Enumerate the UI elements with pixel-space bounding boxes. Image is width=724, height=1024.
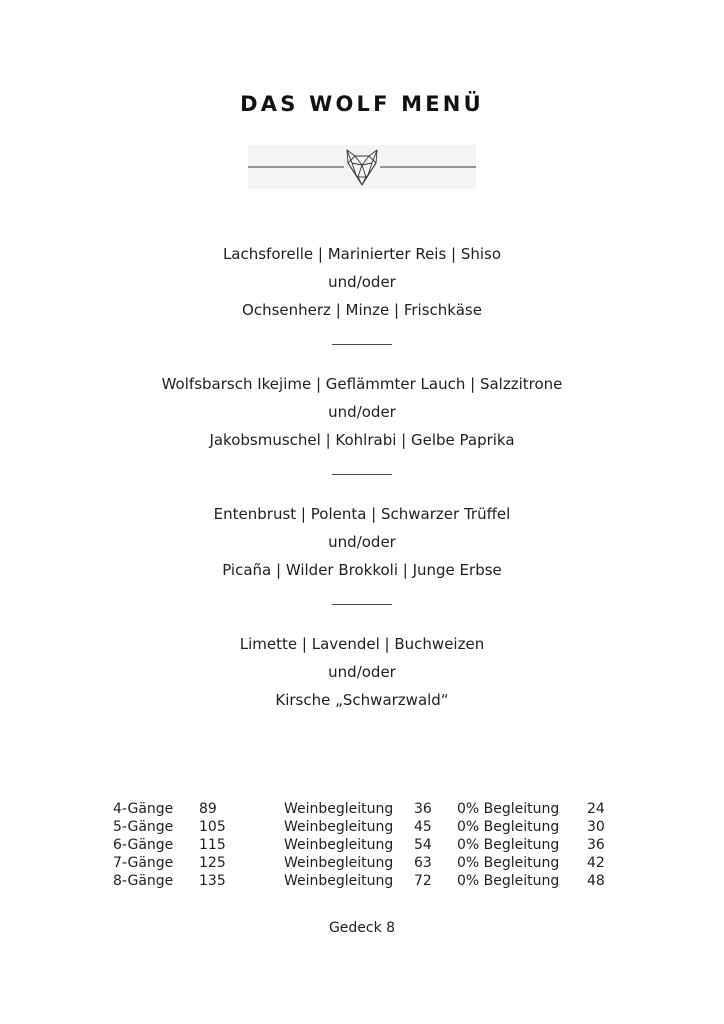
course-1 <box>0 240 724 324</box>
course-connector: und/oder <box>328 663 396 681</box>
course-option-b: Jakobsmuschel | Kohlrabi | Gelbe Paprika <box>209 431 515 449</box>
course-count: 4-Gänge <box>113 801 174 817</box>
zero-pairing-price: 24 <box>587 801 605 817</box>
zero-pairing-price: 42 <box>587 855 605 871</box>
wine-pairing-price: 45 <box>414 819 432 835</box>
menu-title: DAS WOLF MENÜ <box>240 92 484 116</box>
course-connector: und/oder <box>328 533 396 551</box>
price-row <box>0 800 724 818</box>
course-count: 6-Gänge <box>113 837 174 853</box>
course-divider <box>332 474 392 475</box>
cover-charge: Gedeck 8 <box>328 920 396 936</box>
course-2 <box>0 370 724 454</box>
course-count: 8-Gänge <box>113 873 174 889</box>
price-table <box>0 800 724 890</box>
wine-pairing-price: 54 <box>414 837 432 853</box>
zero-pairing-label: 0% Begleitung <box>457 855 560 871</box>
price-row <box>0 836 724 854</box>
course-option-b: Ochsenherz | Minze | Frischkäse <box>242 301 482 319</box>
wine-pairing-price: 72 <box>414 873 432 889</box>
course-connector: und/oder <box>328 403 396 421</box>
zero-pairing-price: 30 <box>587 819 605 835</box>
menu-price: 105 <box>199 819 226 835</box>
zero-pairing-price: 48 <box>587 873 605 889</box>
wine-pairing-label: Weinbegleitung <box>284 819 394 835</box>
course-option-a: Entenbrust | Polenta | Schwarzer Trüffel <box>213 505 511 523</box>
course-count: 5-Gänge <box>113 819 174 835</box>
zero-pairing-label: 0% Begleitung <box>457 801 560 817</box>
course-3 <box>0 500 724 584</box>
course-option-a: Lachsforelle | Marinierter Reis | Shiso <box>222 245 502 263</box>
price-row <box>0 872 724 890</box>
wine-pairing-label: Weinbegleitung <box>284 801 394 817</box>
course-option-a: Limette | Lavendel | Buchweizen <box>239 635 485 653</box>
menu-price: 125 <box>199 855 226 871</box>
course-count: 7-Gänge <box>113 855 174 871</box>
menu-price: 115 <box>199 837 226 853</box>
course-option-b: Kirsche „Schwarzwald“ <box>275 691 449 709</box>
geometric-wolf-head-icon <box>248 143 476 191</box>
menu-price: 89 <box>199 801 217 817</box>
wine-pairing-label: Weinbegleitung <box>284 837 394 853</box>
course-4 <box>0 630 724 714</box>
course-divider <box>332 604 392 605</box>
wine-pairing-label: Weinbegleitung <box>284 855 394 871</box>
menu-price: 135 <box>199 873 226 889</box>
zero-pairing-label: 0% Begleitung <box>457 819 560 835</box>
zero-pairing-label: 0% Begleitung <box>457 873 560 889</box>
course-option-a: Wolfsbarsch Ikejime | Geflämmter Lauch | Salzzitrone <box>161 375 563 393</box>
zero-pairing-price: 36 <box>587 837 605 853</box>
emblem-ornament <box>248 143 476 191</box>
course-divider <box>332 344 392 345</box>
price-row <box>0 854 724 872</box>
course-connector: und/oder <box>328 273 396 291</box>
zero-pairing-label: 0% Begleitung <box>457 837 560 853</box>
price-row <box>0 818 724 836</box>
wine-pairing-label: Weinbegleitung <box>284 873 394 889</box>
wine-pairing-price: 63 <box>414 855 432 871</box>
course-option-b: Picaña | Wilder Brokkoli | Junge Erbse <box>222 561 502 579</box>
wine-pairing-price: 36 <box>414 801 432 817</box>
